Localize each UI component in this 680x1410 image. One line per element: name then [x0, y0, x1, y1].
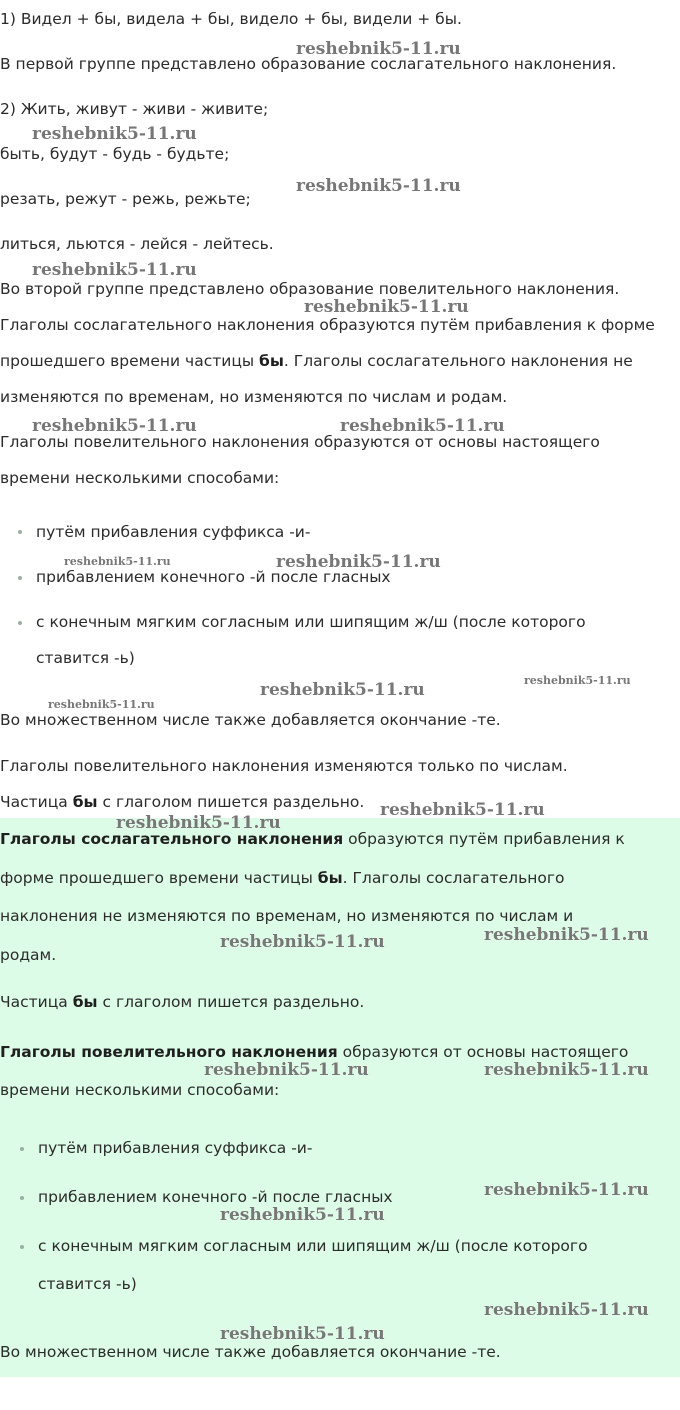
watermark: reshebnik5-11.ru: [484, 1300, 649, 1320]
line-6: литься, льются - лейся - лейтесь.: [0, 235, 274, 253]
box-line-2: форме прошедшего времени частицы бы. Глаголы сослагательного: [0, 869, 565, 887]
watermark: reshebnik5-11.ru: [32, 260, 197, 280]
watermark: reshebnik5-11.ru: [296, 39, 461, 59]
line-7: Во второй группе представлено образование повелительного наклонения.: [0, 280, 620, 298]
watermark: reshebnik5-11.ru: [484, 1180, 649, 1200]
box-list-item-3-cont: ставится -ь): [38, 1275, 137, 1293]
watermark: reshebnik5-11.ru: [220, 1205, 385, 1225]
watermark: reshebnik5-11.ru: [380, 800, 545, 820]
watermark: reshebnik5-11.ru: [484, 925, 649, 945]
watermark: reshebnik5-11.ru: [220, 932, 385, 952]
list-bullet: [18, 621, 22, 625]
line-11: Глаголы повелительного наклонения образуются от основы настоящего: [0, 433, 600, 451]
watermark: reshebnik5-11.ru: [116, 813, 281, 833]
box-line-4: родам.: [0, 946, 57, 964]
list-bullet: [20, 1245, 24, 1249]
box-line-1: Глаголы сослагательного наклонения образуются путём прибавления к: [0, 830, 625, 848]
line-1: 1) Видел + бы, видела + бы, видело + бы, видели + бы.: [0, 10, 462, 28]
line-8: Глаголы сослагательного наклонения образуются путём прибавления к форме: [0, 316, 655, 334]
watermark: reshebnik5-11.ru: [340, 416, 505, 436]
watermark: reshebnik5-11.ru: [220, 1324, 385, 1344]
watermark: reshebnik5-11.ru: [48, 698, 155, 711]
box-line-5: Частица бы с глаголом пишется раздельно.: [0, 993, 365, 1011]
watermark: reshebnik5-11.ru: [260, 680, 425, 700]
watermark: reshebnik5-11.ru: [64, 555, 171, 568]
watermark: reshebnik5-11.ru: [524, 674, 631, 687]
watermark: reshebnik5-11.ru: [484, 1060, 649, 1080]
list-bullet: [18, 530, 22, 534]
watermark: reshebnik5-11.ru: [32, 416, 197, 436]
box-list-item-2: прибавлением конечного -й после гласных: [38, 1188, 393, 1206]
watermark: reshebnik5-11.ru: [296, 176, 461, 196]
line-4: быть, будут - будь - будьте;: [0, 145, 230, 163]
watermark: reshebnik5-11.ru: [204, 1060, 369, 1080]
line-5: резать, режут - режь, режьте;: [0, 190, 251, 208]
line-3: 2) Жить, живут - живи - живите;: [0, 100, 269, 118]
line-9: прошедшего времени частицы бы. Глаголы сослагательного наклонения не: [0, 352, 633, 370]
list-item-1: путём прибавления суффикса -и-: [36, 523, 311, 541]
list-bullet: [18, 576, 22, 580]
box-list-item-1: путём прибавления суффикса -и-: [38, 1139, 313, 1157]
list-item-2: прибавлением конечного -й после гласных: [36, 568, 391, 586]
line-12: времени несколькими способами:: [0, 469, 280, 487]
box-list-item-3: с конечным мягким согласным или шипящим ж/ш (после которого: [38, 1237, 588, 1255]
box-line-3: наклонения не изменяются по временам, но изменяются по числам и: [0, 907, 574, 925]
watermark: reshebnik5-11.ru: [32, 124, 197, 144]
line-13: Во множественном числе также добавляется окончание -те.: [0, 711, 501, 729]
watermark: reshebnik5-11.ru: [276, 552, 441, 572]
list-bullet: [20, 1196, 24, 1200]
list-item-3: с конечным мягким согласным или шипящим ж/ш (после которого: [36, 613, 586, 631]
box-line-6: Глаголы повелительного наклонения образуются от основы настоящего: [0, 1043, 629, 1061]
list-item-3-cont: ставится -ь): [36, 649, 135, 667]
list-bullet: [20, 1147, 24, 1151]
box-line-8: Во множественном числе также добавляется окончание -те.: [0, 1343, 501, 1361]
line-14: Глаголы повелительного наклонения изменяются только по числам.: [0, 757, 568, 775]
line-10: изменяются по временам, но изменяются по числам и родам.: [0, 388, 508, 406]
line-15: Частица бы с глаголом пишется раздельно.: [0, 793, 365, 811]
watermark: reshebnik5-11.ru: [304, 297, 469, 317]
box-line-7: времени несколькими способами:: [0, 1081, 280, 1099]
line-2: В первой группе представлено образование сослагательного наклонения.: [0, 55, 617, 73]
